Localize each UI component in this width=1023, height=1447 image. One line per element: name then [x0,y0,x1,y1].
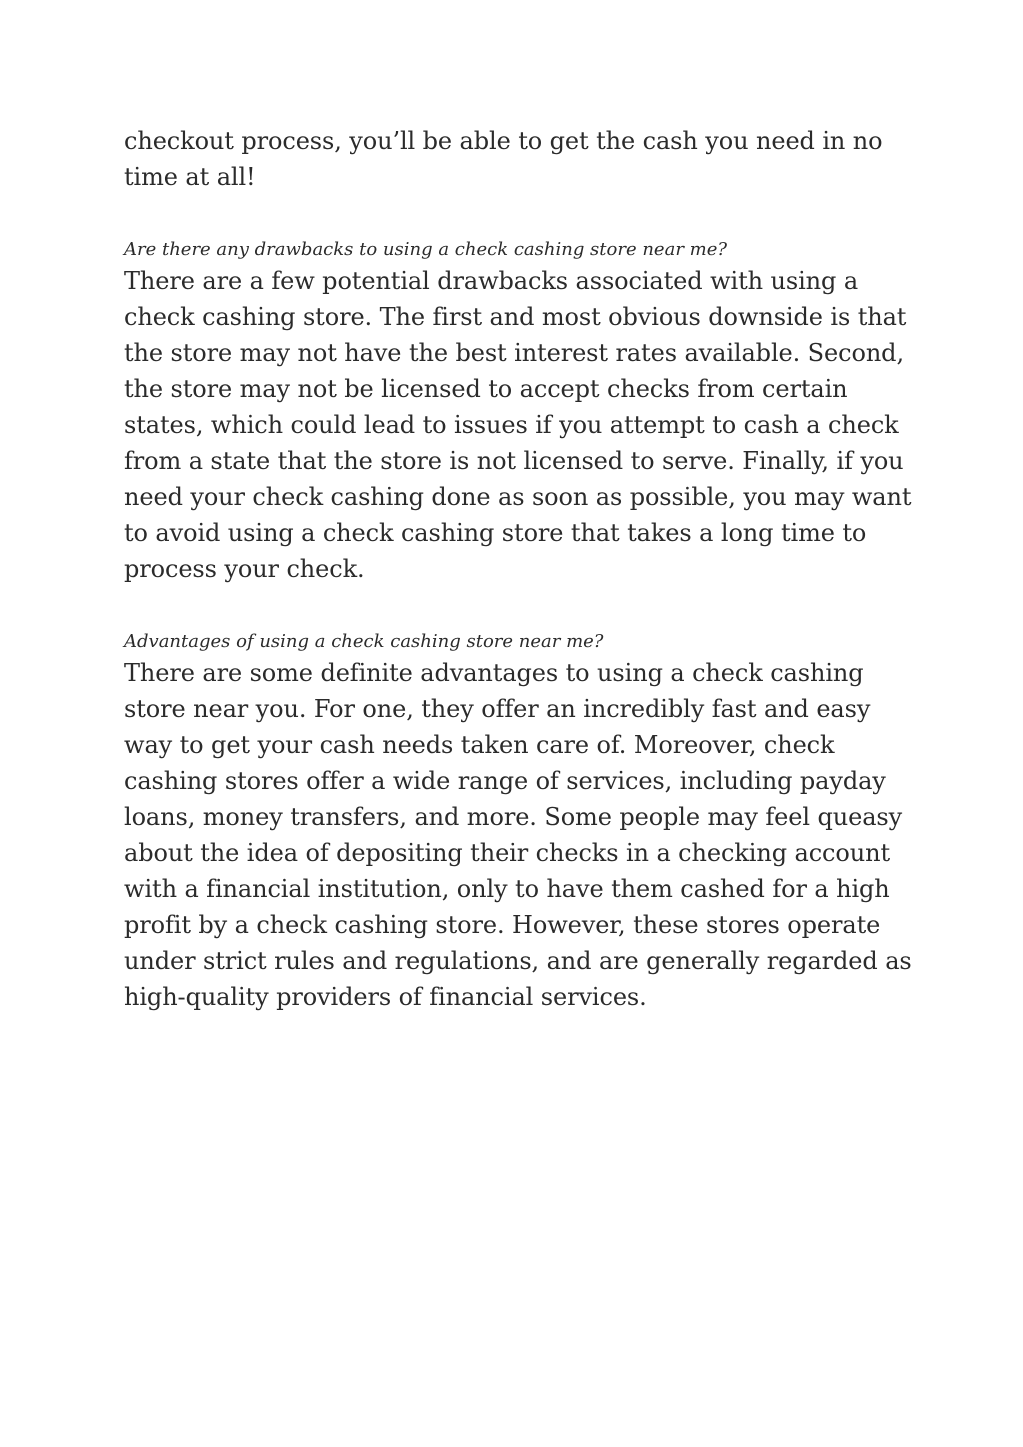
section-body-advantages: There are some definite advantages to using a check cashing store near you. For one, they offer an incredibly fast and easy way to get your cash needs taken care of. Moreover, check cashing stores offer a wide range of services, including payday loans, money transfers, and more. Some people may feel queasy about the idea of depositing their checks in a checking account with a financial institution, only to have them cashed for a high profit by a check cashing store. However, these stores operate under strict rules and regulations, and are generally regarded as high-quality providers of financial services. [124,659,912,1011]
section-spacer [124,587,914,623]
intro-paragraph: checkout process, you’ll be able to get the cash you need in no time at all! [124,127,883,191]
section-body-drawbacks: There are a few potential drawbacks associated with using a check cashing store. The first and most obvious downside is that the store may not have the best interest rates available. Second, the store may not be licensed to accept checks from certain states, which could lead to issues if you attempt to cash a check from a state that the store is not licensed to serve. Finally, if you need your check cashing done as soon as possible, you may want to avoid using a check cashing store that takes a long time to process your check. [124,267,912,583]
section-heading-drawbacks: Are there any drawbacks to using a check cashing store near me? [124,239,728,260]
section-heading-advantages: Advantages of using a check cashing store near me? [124,631,604,652]
document-page [124,123,914,1015]
section-spacer [124,195,914,231]
